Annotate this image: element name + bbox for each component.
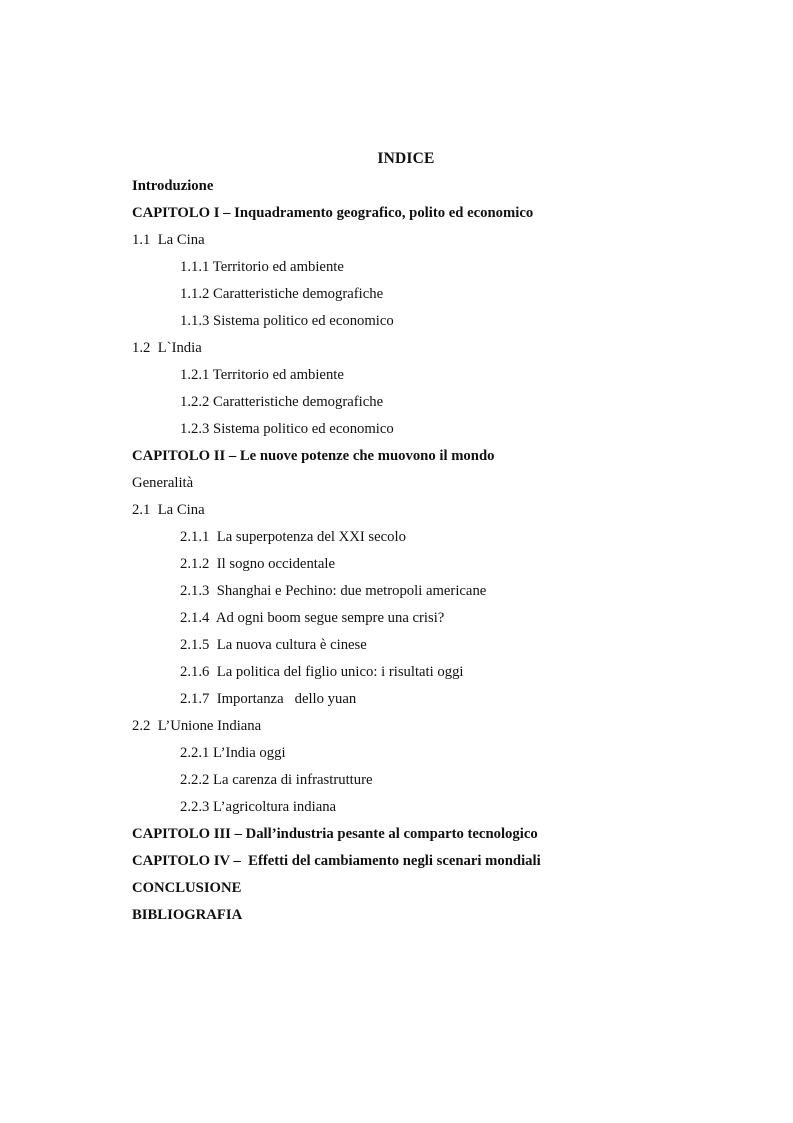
toc-entry-generalita: Generalità bbox=[132, 475, 194, 491]
page-title: INDICE bbox=[377, 150, 435, 167]
toc-entry-subsection-2-2-2: 2.2.2 La carenza di infrastrutture bbox=[180, 772, 373, 788]
toc-entry-section-2-1: 2.1 La Cina bbox=[132, 502, 205, 518]
toc-entry-bibliography: BIBLIOGRAFIA bbox=[132, 907, 243, 923]
toc-entry-subsection-2-1-7: 2.1.7 Importanza dello yuan bbox=[180, 691, 357, 707]
toc-entry-chapter-3: CAPITOLO III – Dall’industria pesante al comparto tecnologico bbox=[132, 826, 538, 842]
toc-entry-chapter-2: CAPITOLO II – Le nuove potenze che muovono il mondo bbox=[132, 448, 495, 464]
toc-entry-subsection-1-2-2: 1.2.2 Caratteristiche demografiche bbox=[180, 394, 384, 410]
toc-entry-subsection-2-1-5: 2.1.5 La nuova cultura è cinese bbox=[180, 637, 367, 653]
toc-entry-subsection-1-1-1: 1.1.1 Territorio ed ambiente bbox=[180, 259, 344, 275]
toc-entry-section-2-2: 2.2 L’Unione Indiana bbox=[132, 718, 262, 734]
toc-entry-section-1-2: 1.2 L`India bbox=[132, 340, 202, 356]
toc-entry-section-1-1: 1.1 La Cina bbox=[132, 232, 205, 248]
toc-entry-chapter-1: CAPITOLO I – Inquadramento geografico, polito ed economico bbox=[132, 205, 534, 221]
toc-entry-subsection-2-1-2: 2.1.2 Il sogno occidentale bbox=[180, 556, 335, 572]
toc-entry-subsection-2-2-3: 2.2.3 L’agricoltura indiana bbox=[180, 799, 337, 815]
toc-entry-subsection-1-2-1: 1.2.1 Territorio ed ambiente bbox=[180, 367, 344, 383]
toc-entry-subsection-1-2-3: 1.2.3 Sistema politico ed economico bbox=[180, 421, 394, 437]
toc-entry-subsection-2-1-3: 2.1.3 Shanghai e Pechino: due metropoli americane bbox=[180, 583, 487, 599]
toc-entry-conclusion: CONCLUSIONE bbox=[132, 880, 242, 896]
toc-entry-subsection-1-1-2: 1.1.2 Caratteristiche demografiche bbox=[180, 286, 384, 302]
toc-entry-subsection-2-2-1: 2.2.1 L’India oggi bbox=[180, 745, 286, 761]
toc-entry-introduction: Introduzione bbox=[132, 178, 214, 194]
toc-entry-subsection-2-1-6: 2.1.6 La politica del figlio unico: i risultati oggi bbox=[180, 664, 464, 680]
toc-entry-subsection-1-1-3: 1.1.3 Sistema politico ed economico bbox=[180, 313, 394, 329]
toc-entry-chapter-4: CAPITOLO IV – Effetti del cambiamento negli scenari mondiali bbox=[132, 853, 541, 869]
toc-entry-subsection-2-1-4: 2.1.4 Ad ogni boom segue sempre una crisi? bbox=[180, 610, 445, 626]
toc-entry-subsection-2-1-1: 2.1.1 La superpotenza del XXI secolo bbox=[180, 529, 406, 545]
table-of-contents bbox=[0, 176, 793, 932]
